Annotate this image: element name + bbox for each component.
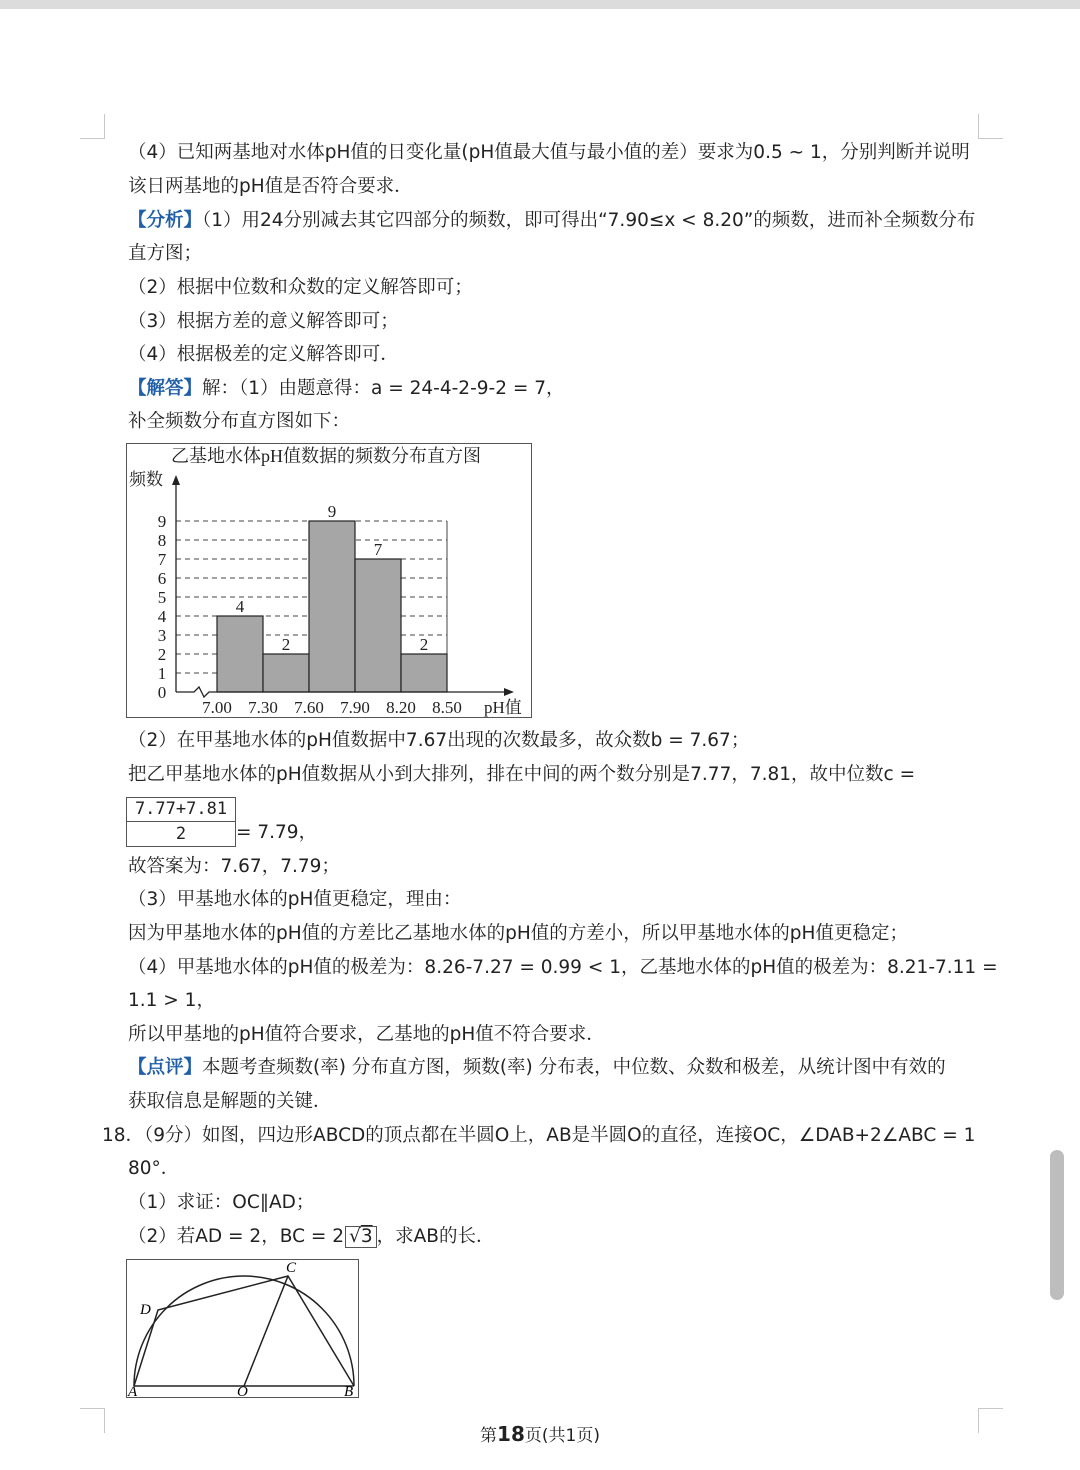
sqrt-radicand: 3: [360, 1226, 373, 1247]
text-line: 该日两基地的pH值是否符合要求．: [128, 176, 413, 197]
bar-value-label: 2: [419, 635, 429, 654]
label-d: D: [140, 1302, 151, 1318]
text-line: 获取信息是解题的关键．: [128, 1091, 332, 1112]
y-tick-label: 3: [157, 626, 167, 645]
analysis-tag: 【分析】: [128, 210, 203, 231]
analysis-text: （1）用24分别减去其它四部分的频数，即可得出“7.90≤x < 8.20”的频数，进而补全频数分布: [202, 210, 976, 231]
text-line: 直方图；: [128, 243, 203, 264]
x-tick-label: 8.50: [432, 698, 462, 717]
solution-tag: 【解答】: [128, 378, 203, 399]
text-line: 80°．: [128, 1158, 180, 1179]
y-tick-label: 6: [157, 569, 167, 588]
y-tick-label: 4: [157, 607, 167, 626]
text-line: 1.1 > 1，: [128, 990, 215, 1011]
label-a: A: [128, 1384, 138, 1398]
footer-prefix: 第: [480, 1426, 498, 1446]
comment-line: [128, 1056, 946, 1080]
comment-text: 本题考查频数(率) 分布直方图，频数(率) 分布表，中位数、众数和极差，从统计图中有效的: [202, 1057, 946, 1078]
histogram-bar: [355, 559, 401, 692]
x-axis-label: pH值: [484, 698, 522, 717]
histogram-bar: [401, 654, 447, 692]
sqrt-box: √3: [345, 1226, 377, 1248]
y-tick-label: 8: [157, 531, 167, 550]
fraction-box: [126, 797, 236, 847]
semicircle-diagram: [126, 1259, 359, 1398]
x-tick-label: 7.60: [294, 698, 324, 717]
histogram-bar: [309, 521, 355, 692]
comment-tag: 【点评】: [128, 1057, 203, 1078]
question-part-2-line: [128, 1225, 494, 1249]
text-line: 补全频数分布直方图如下：: [128, 411, 351, 432]
fraction-result: = 7.79，: [236, 822, 318, 843]
scrollbar-thumb[interactable]: [1050, 1150, 1064, 1300]
label-c: C: [286, 1260, 297, 1276]
label-o: O: [237, 1384, 248, 1398]
part2-suffix: ，求AB的长．: [376, 1226, 495, 1247]
bar-value-label: 2: [281, 635, 291, 654]
top-bar: [0, 0, 1080, 9]
diagram-frame: [127, 1260, 359, 1398]
x-tick-label: 7.00: [202, 698, 232, 717]
text-line: （2）在甲基地水体的pH值数据中7.67出现的次数最多，故众数b = 7.67；: [128, 730, 750, 751]
analysis-line: [128, 209, 975, 233]
text-line: 故答案为：7.67，7.79；: [128, 856, 340, 877]
bar-value-label: 9: [327, 502, 337, 521]
y-tick-label: 0: [157, 683, 167, 702]
x-tick-label: 8.20: [386, 698, 416, 717]
histogram-bar: [217, 616, 263, 692]
text-line: （4）甲基地水体的pH值的极差为：8.26-7.27 = 0.99 < 1，乙基地水体的pH值的极差为：8.21-7.11 =: [128, 957, 998, 978]
fraction-denominator: 2: [175, 824, 187, 844]
y-tick-label: 9: [157, 512, 167, 531]
text-line: 所以甲基地的pH值符合要求，乙基地的pH值不符合要求．: [128, 1024, 605, 1045]
text-line: （1）求证：OC∥AD；: [128, 1192, 315, 1213]
text-line: 把乙甲基地水体的pH值数据从小到大排列，排在中间的两个数分别是7.77，7.81，故中位数c =: [128, 764, 916, 785]
y-tick-label: 7: [157, 550, 167, 569]
x-tick-label: 7.90: [340, 698, 370, 717]
crop-mark-top-left: [80, 114, 105, 139]
label-b: B: [344, 1384, 354, 1398]
bar-value-label: 7: [373, 540, 383, 559]
text-line: （2）根据中位数和众数的定义解答即可；: [128, 277, 473, 298]
bar-value-label: 4: [235, 597, 245, 616]
y-tick-label: 1: [157, 664, 167, 683]
text-line: （4）已知两基地对水体pH值的日变化量(pH值最大值与最小值的差）要求为0.5 ~ 1，分别判断并说明: [128, 142, 970, 163]
footer-suffix: 页(共1页): [524, 1426, 600, 1446]
solution-text: 解：（1）由题意得：a = 24-4-2-9-2 = 7，: [202, 378, 565, 399]
histogram-chart: [126, 443, 532, 718]
text-line: （3）根据方差的意义解答即可；: [128, 311, 399, 332]
histogram-bar: [263, 654, 309, 692]
y-tick-label: 2: [157, 645, 167, 664]
part2-prefix: （2）若AD = 2，BC = 2: [128, 1226, 345, 1247]
crop-mark-top-right: [978, 114, 1003, 139]
chart-title: 乙基地水体pH值数据的频数分布直方图: [171, 446, 481, 466]
page-number: 18: [497, 1422, 525, 1446]
y-tick-label: 5: [157, 588, 167, 607]
text-line: （4）根据极差的定义解答即可．: [128, 344, 399, 365]
page-footer: [0, 1421, 1080, 1446]
text-line: 因为甲基地水体的pH值的方差比乙基地水体的pH值的方差小，所以甲基地水体的pH值更稳定；: [128, 923, 908, 944]
fraction-numerator: 7.77+7.81: [127, 798, 235, 822]
question-18-line: 18．（9分）如图，四边形ABCD的顶点都在半圆O上，AB是半圆O的直径，连接OC，∠DAB+2∠ABC = 1: [102, 1125, 976, 1146]
solution-line: [128, 377, 565, 401]
text-line: （3）甲基地水体的pH值更稳定，理由：: [128, 889, 462, 910]
y-axis-label: 频数: [129, 470, 163, 489]
x-tick-label: 7.30: [248, 698, 278, 717]
